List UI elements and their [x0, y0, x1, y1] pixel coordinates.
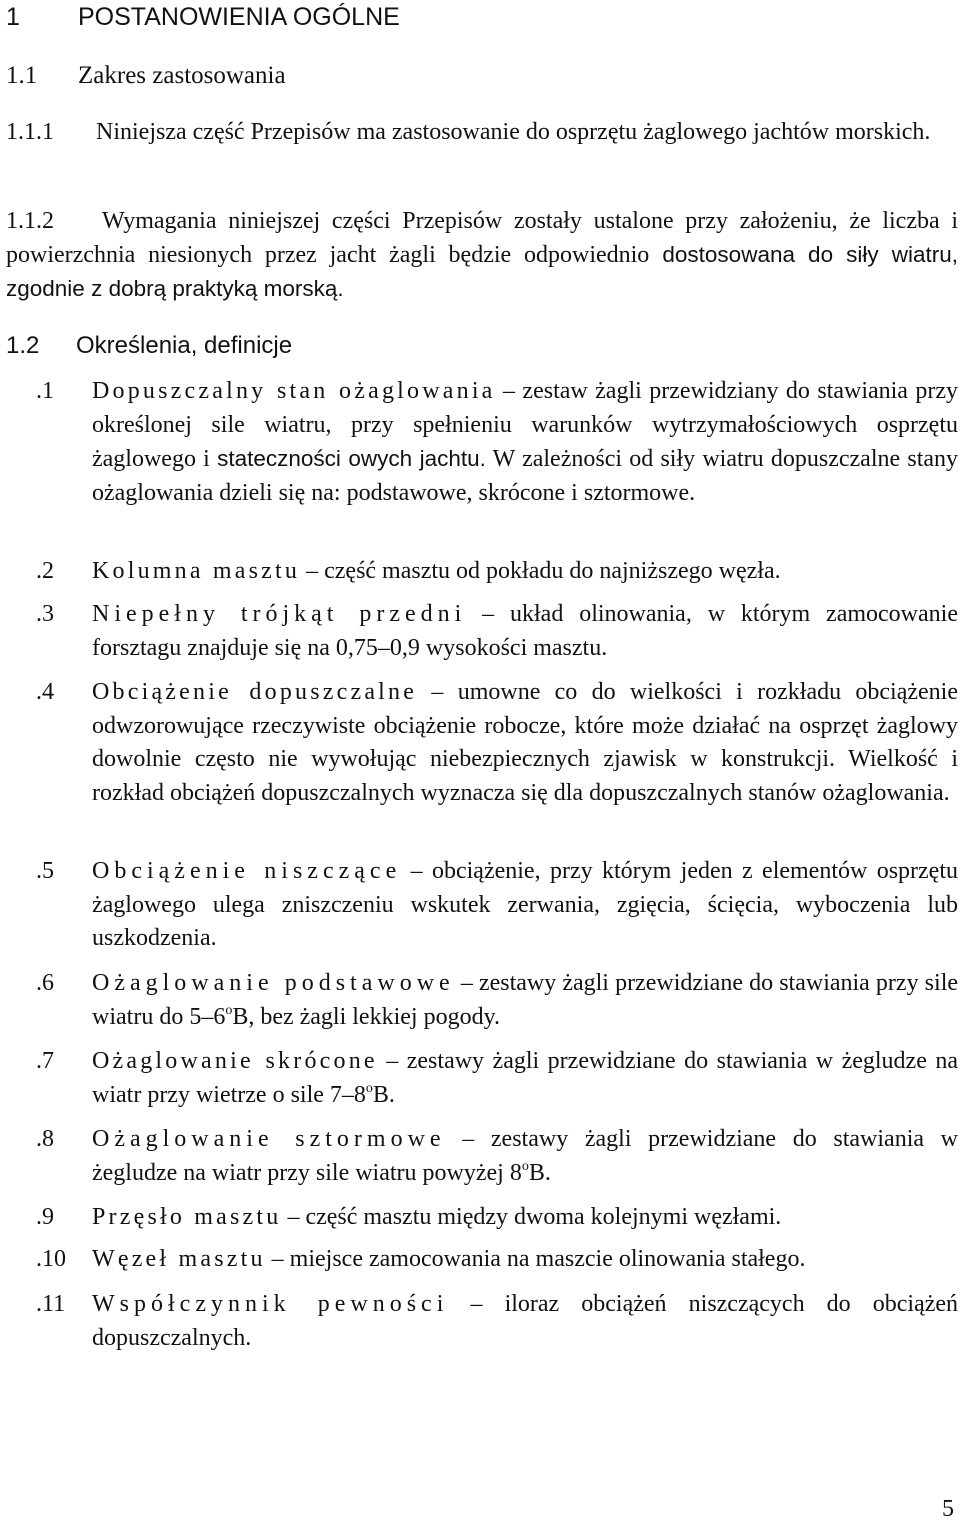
definition-text: umowne co do wielkości i rozkładu obciążenie odwzorowujące rzeczywiste obciążenie robocze, które może działać na osprzęt żaglowy dowolnie często nie wywołując niebezpiecznych zjawisk w konstrukcji. — [92, 679, 958, 772]
definition-text-cont: Wielkość i rozkład obciążeń dopuszczalnych wyznacza się dla dopuszczalnych stanów ożaglowania. — [92, 746, 958, 806]
section-title: POSTANOWIENIA OGÓLNE — [78, 3, 400, 31]
definition-dash: – — [287, 1204, 300, 1230]
definition-number: .1 — [36, 378, 54, 404]
definition-body — [92, 967, 958, 1034]
definition-term: Obciążenie dopuszczalne — [92, 679, 418, 705]
section-number: 1 — [6, 3, 20, 31]
section-heading — [6, 2, 400, 32]
definition-text: zestawy żagli przewidziane do stawiania w żegludze na wiatr przy sile wiatru powyżej 8 — [92, 1126, 958, 1186]
definition-number: .9 — [36, 1204, 54, 1230]
paragraph-1-1-2 — [6, 204, 958, 306]
subsection-title: Zakres zastosowania — [78, 62, 286, 89]
paragraph-1-1-1 — [6, 116, 958, 149]
definition-number: .5 — [36, 858, 54, 884]
definition-number: .4 — [36, 679, 54, 705]
definition-number: .3 — [36, 601, 54, 627]
definition-body — [92, 855, 958, 956]
definition-term: Ożaglowanie sztormowe — [92, 1126, 446, 1152]
definition-term: Ożaglowanie podstawowe — [92, 970, 455, 996]
definition-number: .6 — [36, 970, 54, 996]
definition-number: .11 — [36, 1291, 66, 1317]
definition-dash: – — [271, 1246, 284, 1272]
definition-text-cont: B. — [372, 1081, 395, 1108]
subsection-heading-scope — [6, 61, 286, 91]
definition-body — [92, 1243, 958, 1277]
definition-text: zestawy żagli przewidziane do stawiania w żegludze na wiatr przy wietrze o sile 7–8 — [92, 1048, 958, 1108]
definition-term: Węzeł masztu — [92, 1246, 266, 1272]
definition-term: Współczynnik pewności — [92, 1291, 449, 1317]
definition-dash: – — [431, 679, 444, 705]
definition-term: Przęsło masztu — [92, 1204, 282, 1230]
page-number: 5 — [942, 1496, 954, 1522]
definition-dash: – — [470, 1291, 483, 1317]
paragraph-text: Niniejsza część Przepisów ma zastosowanie do osprzętu żaglowego jachtów morskich. — [96, 119, 931, 145]
definition-text: iloraz obciążeń niszczących do obciążeń dopuszczalnych. — [92, 1291, 959, 1351]
paragraph-number: 1.1.1 — [6, 119, 54, 145]
subsection-number: 1.1 — [6, 62, 38, 89]
definition-text: część masztu od pokładu do najniższego węzła. — [324, 558, 781, 584]
paragraph-intro: Wymagania niniejszej części Przepisów zostały ustalone przy założeniu, że liczba i powierzchnia niesionych przez jacht żagli będzie odpowiednio — [6, 208, 958, 268]
definition-text: zestawy żagli przewidziane do stawiania przy sile wiatru do 5–6 — [92, 970, 959, 1030]
definition-dash: – — [460, 970, 473, 996]
definition-body — [92, 598, 958, 665]
definition-body — [92, 1123, 958, 1190]
definition-dash: – — [386, 1048, 399, 1074]
definition-text-sans: stateczności owych jachtu. — [217, 446, 486, 471]
definition-dash: – — [502, 378, 515, 404]
subsection-heading-definitions — [6, 331, 292, 361]
subsection-number: 1.2 — [6, 332, 40, 359]
definition-number: .10 — [36, 1246, 66, 1272]
definition-term: Dopuszczalny stan ożaglowania — [92, 378, 496, 404]
subsection-title: Określenia, definicje — [76, 332, 293, 359]
definition-body — [92, 1045, 958, 1112]
definition-text-cont: B. — [528, 1159, 551, 1186]
definition-dash: – — [306, 558, 319, 584]
definition-text: obciążenie, przy którym jeden z elementów osprzętu żaglowego ulega zniszczeniu wskutek zerwania, zgięcia, ścięcia, wyboczenia lub uszkodzenia. — [92, 858, 959, 951]
definition-dash: – — [410, 858, 423, 884]
definition-text-cont: W zależności od siły wiatru dopuszczalne stany ożaglowania dzieli się na: podstawowe, skrócone i sztormowe. — [92, 446, 959, 506]
definition-number: .2 — [36, 558, 54, 584]
definition-text: układ olinowania, w którym zamocowanie forsztagu znajduje się na 0,75–0,9 wysokości masztu. — [92, 601, 958, 661]
definition-text-cont: B, bez żagli lekkiej pogody. — [232, 1003, 501, 1030]
definition-body — [92, 1201, 958, 1235]
definition-text: zestaw żagli przewidziany do stawiania przy określonej sile wiatru, przy spełnieniu warunków wytrzymałościowych osprzętu żaglowego i — [92, 378, 959, 472]
definition-dash: – — [482, 601, 495, 627]
definition-body — [92, 375, 958, 510]
degree-superscript: o — [225, 1002, 233, 1018]
degree-superscript: o — [521, 1158, 529, 1174]
paragraph-tail: dostosowana do siły wiatru, zgodnie z dobrą praktyką morską. — [6, 242, 958, 301]
definition-term: Kolumna masztu — [92, 558, 301, 584]
definition-term: Obciążenie niszczące — [92, 858, 402, 884]
definition-term: Ożaglowanie skrócone — [92, 1048, 378, 1074]
definition-number: .7 — [36, 1048, 54, 1074]
definition-body — [92, 555, 958, 589]
definition-body — [92, 1288, 958, 1355]
paragraph-number: 1.1.2 — [6, 208, 54, 234]
definition-text: część masztu między dwoma kolejnymi węzłami. — [305, 1204, 782, 1230]
definition-term: Niepełny trójkąt przedni — [92, 601, 467, 627]
definition-text: miejsce zamocowania na maszcie olinowania stałego. — [289, 1246, 806, 1272]
definition-dash: – — [462, 1126, 475, 1152]
definition-body — [92, 676, 958, 810]
definition-number: .8 — [36, 1126, 54, 1152]
degree-superscript: o — [365, 1080, 373, 1096]
